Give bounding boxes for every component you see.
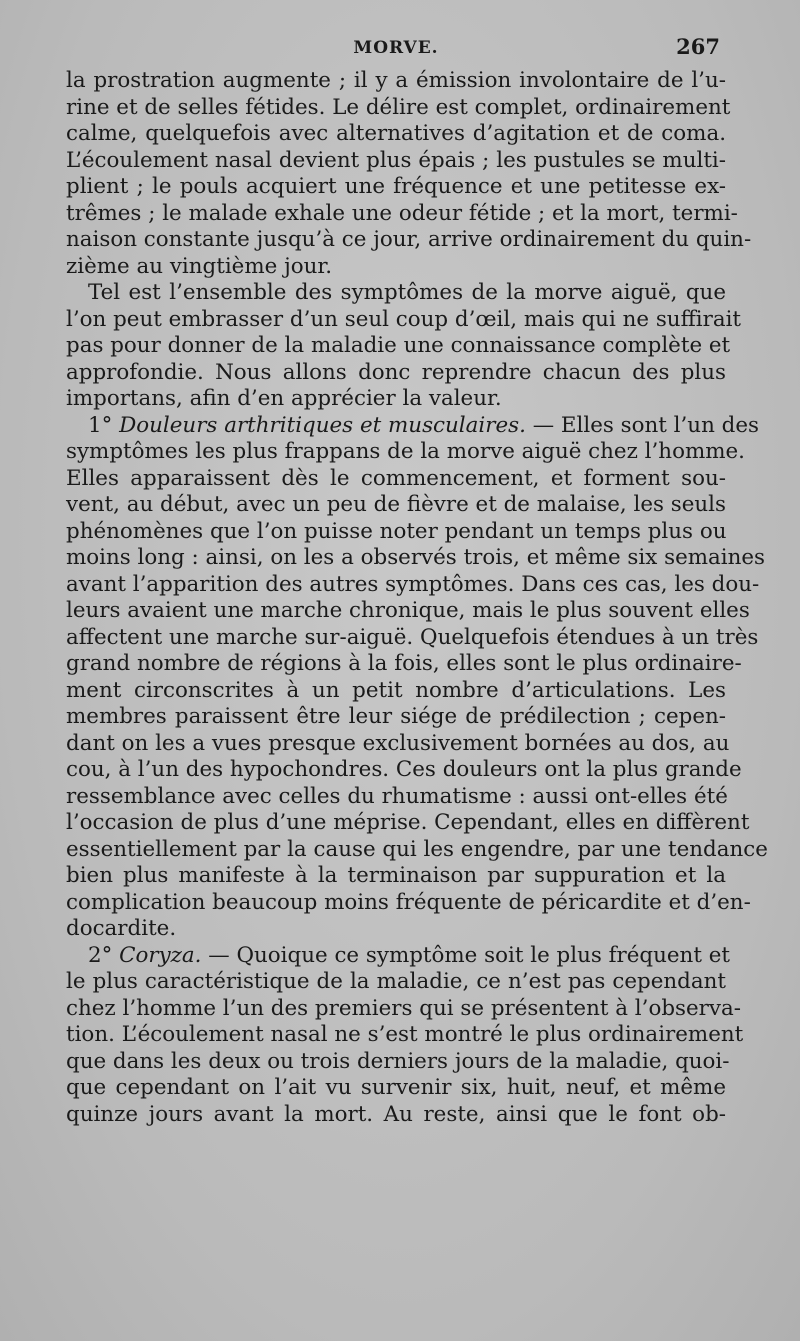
line-text: l’occasion de plus d’une méprise. Cependant, elles en diffèrent xyxy=(66,810,750,835)
line-text: ressemblance avec celles du rhumatisme : aussi ont-elles été xyxy=(66,783,728,809)
line-text: rine et de selles fétides. Le délire est complet, ordinairement xyxy=(66,94,731,120)
text-line xyxy=(66,519,726,546)
line-text: phénomènes que l’on puisse noter pendant un temps plus ou xyxy=(66,518,727,544)
line-text: grand nombre de régions à la fois, elles sont le plus ordinaire- xyxy=(66,651,742,676)
running-title: MORVE. xyxy=(353,38,439,58)
line-text: complication beaucoup moins fréquente de péricardite et d’en- xyxy=(66,889,751,915)
running-head xyxy=(66,34,726,68)
text-line xyxy=(66,254,726,281)
text-line xyxy=(66,1022,744,1049)
line-text: chez l’homme l’un des premiers qui se présentent à l’observa- xyxy=(66,995,741,1021)
text-line xyxy=(66,148,726,175)
line-text: vent, au début, avec un peu de fièvre et de malaise, les seuls xyxy=(66,492,726,517)
text-line xyxy=(66,1075,726,1102)
text-line xyxy=(66,651,742,678)
text-line xyxy=(66,757,742,784)
line-text: — Elles sont l’un des xyxy=(525,412,759,438)
line-text: quinze jours avant la mort. Au reste, ainsi que le font ob- xyxy=(66,1101,726,1127)
page-number: 267 xyxy=(676,34,720,59)
line-text: que dans les deux ou trois derniers jours de la maladie, quoi- xyxy=(66,1048,730,1074)
line-text: importans, afin d’en apprécier la valeur. xyxy=(66,386,502,411)
line-text: cou, à l’un des hypochondres. Ces douleurs ont la plus grande xyxy=(66,757,742,782)
line-text: dant on les a vues presque exclusivement bornées au dos, au xyxy=(66,730,730,756)
text-line xyxy=(66,94,731,122)
text-line xyxy=(66,280,726,307)
line-text: moins long : ainsi, on les a observés trois, et même six semaines xyxy=(66,545,766,570)
line-text: pas pour donner de la maladie une connaissance complète et xyxy=(66,333,731,358)
line-text: approfondie. Nous allons donc reprendre chacun des plus xyxy=(66,359,726,385)
line-text: membres paraissent être leur siége de prédilection ; cepen- xyxy=(66,704,726,729)
body-text xyxy=(66,68,768,1128)
line-text: essentiellement par la cause qui les engendre, par une tendance xyxy=(66,836,768,862)
text-line xyxy=(66,571,760,599)
text-line xyxy=(66,386,726,413)
line-text: symptômes les plus frappans de la morve aiguë chez l’homme. xyxy=(66,439,745,464)
text-line xyxy=(66,889,751,917)
text-line xyxy=(66,784,726,811)
line-text: Elles apparaissent dès le commencement, et forment sou- xyxy=(66,465,726,491)
line-text: trêmes ; le malade exhale une odeur fétide ; et la mort, termi- xyxy=(66,200,738,226)
line-text: Tel est l’ensemble des symptômes de la morve aiguë, que xyxy=(88,280,726,305)
line-text: docardite. xyxy=(66,916,177,941)
text-line xyxy=(66,492,726,519)
line-text: ment circonscrites à un petit nombre d’articulations. Les xyxy=(66,677,726,703)
text-line xyxy=(66,333,731,360)
line-text: que cependant on l’ait vu survenir six, huit, neuf, et même xyxy=(66,1075,726,1100)
text-line xyxy=(66,227,752,254)
line-text: — Quoique ce symptôme soit le plus fréquent et xyxy=(201,942,730,968)
line-text: L’écoulement nasal devient plus épais ; les pustules se multi- xyxy=(66,147,726,173)
text-line xyxy=(66,969,726,996)
text-line xyxy=(66,598,750,625)
line-text: affectent une marche sur-aiguë. Quelquefois étendues à un très xyxy=(66,624,759,650)
line-text: avant l’apparition des autres symptômes. Dans ces cas, les dou- xyxy=(66,571,760,597)
text-line xyxy=(66,439,745,466)
text-line xyxy=(66,704,726,731)
text-line xyxy=(66,810,750,837)
line-text: plient ; le pouls acquiert une fréquence et une petitesse ex- xyxy=(66,174,726,199)
section-heading: Coryza. xyxy=(119,942,202,968)
section-number: 2° xyxy=(88,942,120,968)
text-line xyxy=(66,942,730,970)
line-text: le plus caractéristique de la maladie, ce n’est pas cependant xyxy=(66,969,726,994)
text-line xyxy=(66,836,768,864)
text-line xyxy=(66,995,741,1023)
text-line xyxy=(66,916,726,943)
line-text: tion. L’écoulement nasal ne s’est montré le plus ordinairement xyxy=(66,1022,744,1047)
text-line xyxy=(66,1102,726,1129)
line-text: l’on peut embrasser d’un seul coup d’œil, mais qui ne suffirait xyxy=(66,306,742,332)
text-line xyxy=(66,863,726,890)
text-line xyxy=(66,306,742,334)
text-line xyxy=(66,466,726,493)
line-text: calme, quelquefois avec alternatives d’agitation et de coma. xyxy=(66,121,726,146)
text-line xyxy=(66,360,726,387)
text-line xyxy=(66,200,738,228)
line-text: naison constante jusqu’à ce jour, arrive ordinairement du quin- xyxy=(66,227,752,252)
text-line xyxy=(66,412,759,440)
book-page xyxy=(66,34,768,1128)
line-text: zième au vingtième jour. xyxy=(66,253,333,279)
section-number: 1° xyxy=(88,412,120,438)
text-line xyxy=(66,121,726,148)
line-text: la prostration augmente ; il y a émission involontaire de l’u- xyxy=(66,68,726,93)
text-line xyxy=(66,68,726,95)
text-line xyxy=(66,1048,730,1076)
text-line xyxy=(66,730,730,758)
text-line xyxy=(66,174,726,201)
section-heading: Douleurs arthritiques et musculaires. xyxy=(119,412,526,438)
line-text: leurs avaient une marche chronique, mais le plus souvent elles xyxy=(66,598,750,623)
text-line xyxy=(66,678,726,705)
text-line xyxy=(66,545,766,572)
line-text: bien plus manifeste à la terminaison par suppuration et la xyxy=(66,863,726,888)
text-line xyxy=(66,624,759,652)
